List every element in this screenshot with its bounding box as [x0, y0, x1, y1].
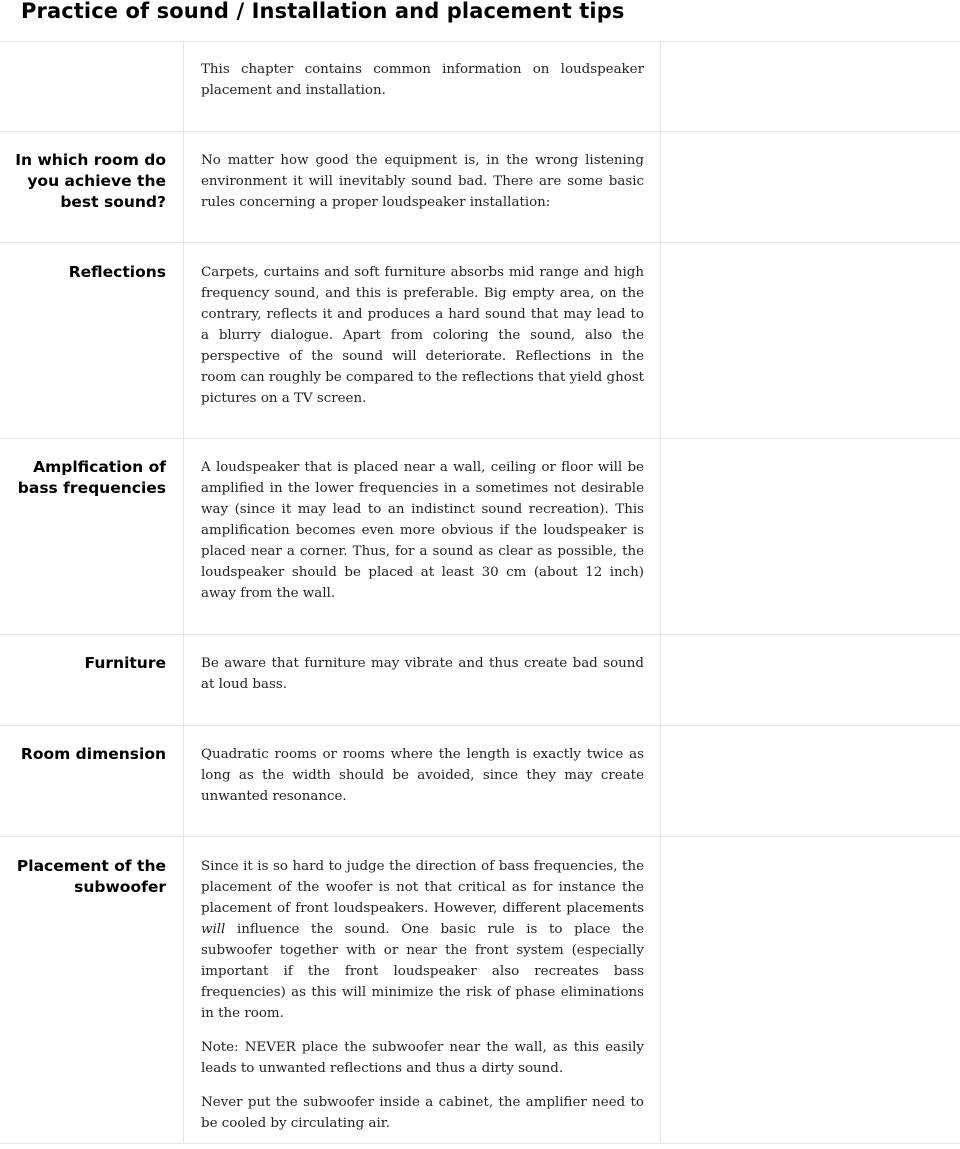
section-paragraph: No matter how good the equipment is, in the wrong listening environment it will inevitably sound bad. There are some basic rules concerning a proper loudspeaker installation:	[201, 153, 644, 210]
table-column-divider	[183, 41, 184, 1143]
section-label-best-sound: In which room do you achieve the best sound?	[15, 151, 166, 211]
table-rule-bottom	[0, 1143, 960, 1144]
section-paragraph: Be aware that furniture may vibrate and thus create bad sound at loud bass.	[201, 656, 644, 692]
section-body-bass-amplification	[201, 457, 644, 604]
table-rule	[0, 131, 960, 132]
intro-text: This chapter contains common information on loudspeaker placement and installation.	[201, 62, 644, 98]
section-body-room-dimension	[201, 744, 644, 807]
table-rule	[0, 438, 960, 439]
section-paragraph: Carpets, curtains and soft furniture absorbs mid range and high frequency sound, and this is preferable. Big empty area, on the contrary, reflects it and produces a hard sound that may lead to a blurry dialogue. Apart from coloring the sound, also the perspective of the sound will deteriorate. Reflections in the room can roughly be compared to the reflections that yield ghost pictures on a TV screen.	[201, 265, 645, 406]
section-label-bass-amplification: Amplfication of bass frequencies	[17, 458, 166, 497]
section-paragraph: Since it is so hard to judge the direction of bass frequencies, the placement of the woofer is not that critical as for instance the placement of front loudspeakers. However, different placements will influence the sound. One basic rule is to place the subwoofer together with or near the front system (especially important if the front loudspeaker also recreates bass frequencies) as this will minimize the risk of phase eliminations in the room.	[201, 859, 644, 1021]
section-label-furniture: Furniture	[84, 654, 166, 672]
section-body-best-sound	[201, 150, 644, 213]
emphasis-text: will	[201, 922, 226, 937]
table-rule-top	[0, 41, 960, 42]
section-paragraph: A loudspeaker that is placed near a wall, ceiling or floor will be amplified in the lower frequencies in a sometimes not desirable way (since it may lead to an indistinct sound recreation). This amplification becomes even more obvious if the loudspeaker is placed near a corner. Thus, for a sound as clear as possible, the loudspeaker should be placed at least 30 cm (about 12 inch) away from the wall.	[201, 460, 644, 601]
table-rule	[0, 725, 960, 726]
section-paragraph-note: Note: NEVER place the subwoofer near the wall, as this easily leads to unwanted reflections and thus a dirty sound.	[201, 1040, 644, 1076]
page-title: Practice of sound / Installation and placement tips	[21, 0, 625, 23]
section-body-furniture	[201, 653, 644, 695]
section-paragraph: Quadratic rooms or rooms where the length is exactly twice as long as the width should be avoided, since they may create unwanted resonance.	[201, 747, 644, 804]
table-rule	[0, 242, 960, 243]
section-label-subwoofer-placement: Placement of the subwoofer	[16, 857, 166, 896]
section-body-reflections	[201, 262, 644, 409]
section-label-reflections: Reflections	[68, 263, 166, 281]
section-paragraph: Never put the subwoofer inside a cabinet, the amplifier need to be cooled by circulating air.	[201, 1095, 644, 1131]
section-label-room-dimension: Room dimension	[20, 745, 166, 763]
table-rule	[0, 634, 960, 635]
table-rule	[0, 836, 960, 837]
table-column-divider	[660, 41, 661, 1143]
section-body-subwoofer-placement	[201, 856, 644, 1134]
